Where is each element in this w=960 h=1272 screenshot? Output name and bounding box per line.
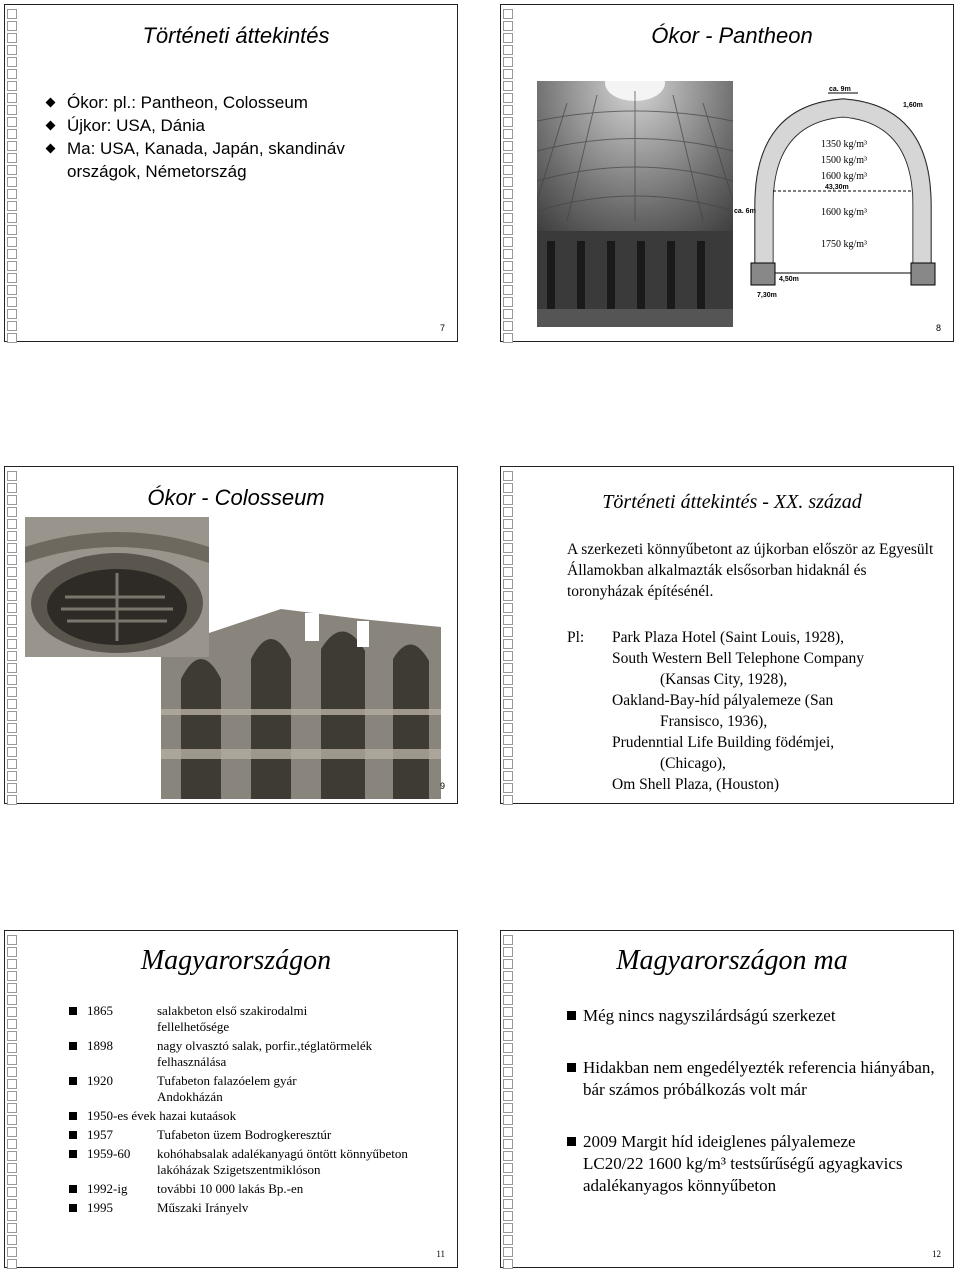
decoration-square bbox=[503, 321, 513, 331]
decoration-square bbox=[503, 1163, 513, 1173]
timeline-year: 1898 bbox=[87, 1038, 113, 1053]
decoration-square bbox=[503, 483, 513, 493]
decoration-square bbox=[7, 627, 17, 637]
decoration-square bbox=[7, 495, 17, 505]
list-item: Újkor: USA, Dánia bbox=[47, 114, 377, 137]
timeline-row bbox=[69, 1003, 449, 1035]
decoration-square bbox=[7, 285, 17, 295]
decoration-square bbox=[503, 1151, 513, 1161]
decoration-square bbox=[7, 795, 17, 805]
decoration-square bbox=[503, 1007, 513, 1017]
decoration-square bbox=[503, 213, 513, 223]
decoration-square bbox=[7, 687, 17, 697]
decoration-square bbox=[7, 141, 17, 151]
decoration-square bbox=[7, 735, 17, 745]
decoration-square bbox=[7, 93, 17, 103]
decoration-square bbox=[7, 1187, 17, 1197]
decoration-square bbox=[503, 507, 513, 517]
slide-12 bbox=[500, 930, 954, 1268]
decoration-square bbox=[7, 971, 17, 981]
decoration-square bbox=[7, 1031, 17, 1041]
decoration-square bbox=[7, 177, 17, 187]
timeline-text: Műszaki Irányelv bbox=[157, 1200, 249, 1215]
intro-paragraph: A szerkezeti könnyűbetont az újkorban először az Egyesült Államokban alkalmazták elsősorban hidaknál és toronyházak építésénél. bbox=[567, 541, 934, 600]
decoration-square bbox=[7, 1115, 17, 1125]
decoration-square bbox=[503, 1043, 513, 1053]
decoration-square bbox=[503, 663, 513, 673]
decoration-square bbox=[7, 1211, 17, 1221]
slide-title: Magyarországon ma bbox=[616, 945, 848, 976]
decoration-square bbox=[7, 1163, 17, 1173]
page-number: 11 bbox=[436, 1249, 445, 1259]
decoration-square bbox=[503, 201, 513, 211]
decoration-square bbox=[503, 1079, 513, 1089]
slide-title: Magyarországon bbox=[140, 945, 332, 976]
decoration-square bbox=[7, 603, 17, 613]
decoration-square bbox=[503, 333, 513, 343]
decoration-square bbox=[503, 69, 513, 79]
decoration-square bbox=[7, 21, 17, 31]
decoration-square bbox=[7, 1259, 17, 1269]
decoration-square bbox=[7, 711, 17, 721]
decoration-square bbox=[7, 213, 17, 223]
slide-border-decoration bbox=[501, 931, 514, 1271]
decoration-square bbox=[503, 141, 513, 151]
decoration-square bbox=[7, 1091, 17, 1101]
decoration-square bbox=[7, 1175, 17, 1185]
decoration-square bbox=[7, 45, 17, 55]
list-item: South Western Bell Telephone Company bbox=[612, 650, 864, 667]
decoration-square bbox=[503, 627, 513, 637]
slide-title: Ókor - Pantheon bbox=[651, 23, 813, 48]
list-item: Oakland-Bay-híd pályalemeze (San bbox=[612, 692, 834, 709]
decoration-square bbox=[503, 237, 513, 247]
decoration-square bbox=[503, 495, 513, 505]
decoration-square bbox=[503, 1031, 513, 1041]
timeline-row bbox=[69, 1146, 449, 1178]
decoration-square bbox=[503, 177, 513, 187]
density-label: 1600 kg/m³ bbox=[821, 171, 868, 182]
decoration-square bbox=[503, 273, 513, 283]
decoration-square bbox=[503, 285, 513, 295]
decoration-square bbox=[503, 9, 513, 19]
decoration-square bbox=[503, 995, 513, 1005]
decoration-square bbox=[503, 1199, 513, 1209]
slide-border-decoration bbox=[5, 5, 18, 345]
timeline-text: további 10 000 lakás Bp.-en bbox=[157, 1181, 304, 1196]
dimension-label: ca. 9m bbox=[829, 86, 851, 93]
decoration-square bbox=[7, 1139, 17, 1149]
decoration-square bbox=[503, 1091, 513, 1101]
decoration-square bbox=[7, 995, 17, 1005]
decoration-square bbox=[7, 579, 17, 589]
decoration-square bbox=[7, 225, 17, 235]
colosseum-arena-photo bbox=[25, 517, 209, 657]
timeline-text: Tufabeton üzem Bodrogkeresztúr bbox=[157, 1127, 332, 1142]
timeline-row bbox=[69, 1200, 449, 1216]
timeline-year: 1957 bbox=[87, 1127, 113, 1142]
decoration-square bbox=[503, 1187, 513, 1197]
decoration-square bbox=[7, 249, 17, 259]
decoration-square bbox=[7, 483, 17, 493]
decoration-square bbox=[503, 947, 513, 957]
decoration-square bbox=[503, 1019, 513, 1029]
decoration-square bbox=[503, 165, 513, 175]
decoration-square bbox=[503, 249, 513, 259]
decoration-square bbox=[503, 531, 513, 541]
decoration-square bbox=[503, 1067, 513, 1077]
list-item: Fransisco, 1936), bbox=[660, 713, 768, 730]
slide-border-decoration bbox=[5, 931, 18, 1271]
decoration-square bbox=[503, 651, 513, 661]
timeline-year: 1959-60 bbox=[87, 1146, 131, 1161]
decoration-square bbox=[7, 201, 17, 211]
examples-label: Pl: bbox=[567, 629, 585, 646]
decoration-square bbox=[7, 591, 17, 601]
decoration-square bbox=[7, 1223, 17, 1233]
decoration-square bbox=[503, 21, 513, 31]
timeline-row bbox=[69, 1108, 449, 1124]
decoration-square bbox=[7, 105, 17, 115]
decoration-square bbox=[7, 531, 17, 541]
decoration-square bbox=[7, 33, 17, 43]
decoration-square bbox=[7, 261, 17, 271]
decoration-square bbox=[503, 471, 513, 481]
decoration-square bbox=[7, 333, 17, 343]
decoration-square bbox=[503, 261, 513, 271]
timeline-text: kohóhabsalak adalékanyagú öntött könnyűbeton lakóházak Szigetszentmiklóson bbox=[157, 1146, 408, 1177]
decoration-square bbox=[503, 591, 513, 601]
dimension-label: 7,30m bbox=[757, 292, 777, 299]
list-item: Ma: USA, Kanada, Japán, skandináv országok, Németország bbox=[47, 137, 377, 183]
decoration-square bbox=[503, 639, 513, 649]
decoration-square bbox=[7, 555, 17, 565]
decoration-square bbox=[7, 1079, 17, 1089]
decoration-square bbox=[7, 759, 17, 769]
bullet-list bbox=[567, 1005, 947, 1197]
decoration-square bbox=[7, 959, 17, 969]
decoration-square bbox=[503, 1235, 513, 1245]
decoration-square bbox=[7, 1151, 17, 1161]
decoration-square bbox=[503, 225, 513, 235]
decoration-square bbox=[7, 651, 17, 661]
decoration-square bbox=[7, 723, 17, 733]
list-item: Hidakban nem engedélyezték referencia hiányában, bár számos próbálkozás volt már bbox=[567, 1057, 947, 1101]
decoration-square bbox=[7, 237, 17, 247]
decoration-square bbox=[7, 1055, 17, 1065]
list-item: Park Plaza Hotel (Saint Louis, 1928), bbox=[612, 629, 845, 646]
decoration-square bbox=[7, 1199, 17, 1209]
decoration-square bbox=[503, 1175, 513, 1185]
decoration-square bbox=[503, 723, 513, 733]
decoration-square bbox=[503, 189, 513, 199]
timeline-text: Tufabeton falazóelem gyár Andokházán bbox=[157, 1073, 297, 1104]
decoration-square bbox=[503, 783, 513, 793]
timeline-year: 1950-es évek hazai kutaások bbox=[87, 1108, 237, 1123]
decoration-square bbox=[7, 639, 17, 649]
decoration-square bbox=[503, 105, 513, 115]
decoration-square bbox=[7, 57, 17, 67]
decoration-square bbox=[503, 1247, 513, 1257]
decoration-square bbox=[503, 615, 513, 625]
dimension-label: 4,50m bbox=[779, 276, 799, 283]
decoration-square bbox=[503, 81, 513, 91]
slide-11 bbox=[4, 930, 458, 1268]
timeline-list bbox=[69, 1003, 449, 1219]
pantheon-section-diagram bbox=[733, 85, 943, 303]
decoration-square bbox=[503, 983, 513, 993]
decoration-square bbox=[503, 1115, 513, 1125]
list-item: Prudenntial Life Building födémjei, bbox=[612, 734, 835, 751]
timeline-text: nagy olvasztó salak, porfir.,téglatörmelék felhasználása bbox=[157, 1038, 373, 1069]
decoration-square bbox=[7, 81, 17, 91]
page-number: 12 bbox=[932, 1249, 941, 1259]
decoration-square bbox=[7, 1007, 17, 1017]
list-item: Ókor: pl.: Pantheon, Colosseum bbox=[47, 91, 377, 114]
decoration-square bbox=[7, 1127, 17, 1137]
decoration-square bbox=[503, 519, 513, 529]
slide-title: Történeti áttekintés - XX. század bbox=[602, 491, 862, 513]
decoration-square bbox=[7, 1067, 17, 1077]
decoration-square bbox=[7, 165, 17, 175]
dimension-label: 1,60m bbox=[903, 102, 923, 109]
decoration-square bbox=[7, 519, 17, 529]
decoration-square bbox=[7, 129, 17, 139]
decoration-square bbox=[503, 129, 513, 139]
timeline-year: 1995 bbox=[87, 1200, 113, 1215]
decoration-square bbox=[503, 579, 513, 589]
decoration-square bbox=[503, 959, 513, 969]
slide-7 bbox=[4, 4, 458, 342]
timeline-row bbox=[69, 1127, 449, 1143]
decoration-square bbox=[7, 935, 17, 945]
decoration-square bbox=[503, 45, 513, 55]
decoration-square bbox=[503, 711, 513, 721]
decoration-square bbox=[503, 1127, 513, 1137]
density-label: 1600 kg/m³ bbox=[821, 207, 868, 218]
dimension-label: ca. 6m bbox=[734, 208, 756, 215]
decoration-square bbox=[7, 1247, 17, 1257]
decoration-square bbox=[503, 297, 513, 307]
slide-9 bbox=[4, 466, 458, 804]
decoration-square bbox=[503, 555, 513, 565]
list-item: 2009 Margit híd ideiglenes pályalemeze LC20/22 1600 kg/m³ testsűrűségű agyagkavics adalékanyagos könnyűbeton bbox=[567, 1131, 913, 1197]
density-label: 1750 kg/m³ bbox=[821, 239, 868, 250]
timeline-row bbox=[69, 1073, 449, 1105]
density-label: 1350 kg/m³ bbox=[821, 139, 868, 150]
slide-title: Történeti áttekintés bbox=[142, 23, 330, 48]
timeline-row bbox=[69, 1181, 449, 1197]
decoration-square bbox=[503, 33, 513, 43]
decoration-square bbox=[503, 1139, 513, 1149]
decoration-square bbox=[7, 153, 17, 163]
list-item: (Kansas City, 1928), bbox=[660, 671, 788, 688]
density-label: 1500 kg/m³ bbox=[821, 155, 868, 166]
timeline-text: salakbeton első szakirodalmi fellelhetősége bbox=[157, 1003, 308, 1034]
decoration-square bbox=[503, 603, 513, 613]
decoration-square bbox=[7, 471, 17, 481]
decoration-square bbox=[7, 615, 17, 625]
decoration-square bbox=[503, 759, 513, 769]
decoration-square bbox=[503, 1223, 513, 1233]
decoration-square bbox=[503, 567, 513, 577]
page-number: 7 bbox=[439, 323, 445, 333]
slide-8 bbox=[500, 4, 954, 342]
decoration-square bbox=[503, 699, 513, 709]
decoration-square bbox=[503, 153, 513, 163]
decoration-square bbox=[7, 117, 17, 127]
decoration-square bbox=[503, 1103, 513, 1113]
decoration-square bbox=[503, 93, 513, 103]
decoration-square bbox=[503, 117, 513, 127]
list-item: Om Shell Plaza, (Houston) bbox=[612, 776, 780, 793]
slide-10 bbox=[500, 466, 954, 804]
timeline-row bbox=[69, 1038, 449, 1070]
decoration-square bbox=[7, 507, 17, 517]
decoration-square bbox=[7, 273, 17, 283]
pantheon-interior-photo bbox=[537, 81, 733, 327]
decoration-square bbox=[503, 57, 513, 67]
decoration-square bbox=[7, 771, 17, 781]
slide-border-decoration bbox=[5, 467, 18, 807]
decoration-square bbox=[7, 543, 17, 553]
list-item: Még nincs nagyszilárdságú szerkezet bbox=[567, 1005, 947, 1027]
decoration-square bbox=[7, 297, 17, 307]
slide-title: Ókor - Colosseum bbox=[147, 485, 325, 510]
page-number: 9 bbox=[439, 781, 445, 791]
decoration-square bbox=[503, 309, 513, 319]
decoration-square bbox=[7, 1019, 17, 1029]
decoration-square bbox=[503, 935, 513, 945]
decoration-square bbox=[7, 699, 17, 709]
decoration-square bbox=[503, 771, 513, 781]
decoration-square bbox=[503, 971, 513, 981]
timeline-year: 1865 bbox=[87, 1003, 113, 1018]
decoration-square bbox=[7, 783, 17, 793]
decoration-square bbox=[7, 947, 17, 957]
decoration-square bbox=[503, 735, 513, 745]
decoration-square bbox=[7, 69, 17, 79]
decoration-square bbox=[7, 747, 17, 757]
decoration-square bbox=[503, 1259, 513, 1269]
dimension-label: 43,30m bbox=[825, 184, 849, 191]
decoration-square bbox=[503, 747, 513, 757]
decoration-square bbox=[7, 1043, 17, 1053]
decoration-square bbox=[7, 1235, 17, 1245]
decoration-square bbox=[503, 1055, 513, 1065]
decoration-square bbox=[7, 9, 17, 19]
decoration-square bbox=[503, 543, 513, 553]
list-item: (Chicago), bbox=[660, 755, 726, 772]
decoration-square bbox=[7, 675, 17, 685]
slide-border-decoration bbox=[501, 467, 514, 807]
decoration-square bbox=[7, 1103, 17, 1113]
decoration-square bbox=[503, 1211, 513, 1221]
slide-border-decoration bbox=[501, 5, 514, 345]
page-number: 8 bbox=[935, 323, 941, 333]
decoration-square bbox=[7, 567, 17, 577]
decoration-square bbox=[503, 795, 513, 805]
decoration-square bbox=[503, 675, 513, 685]
timeline-year: 1920 bbox=[87, 1073, 113, 1088]
decoration-square bbox=[7, 309, 17, 319]
decoration-square bbox=[7, 321, 17, 331]
decoration-square bbox=[7, 983, 17, 993]
decoration-square bbox=[503, 687, 513, 697]
bullet-list bbox=[47, 91, 377, 183]
timeline-year: 1992-ig bbox=[87, 1181, 128, 1196]
decoration-square bbox=[7, 663, 17, 673]
decoration-square bbox=[7, 189, 17, 199]
